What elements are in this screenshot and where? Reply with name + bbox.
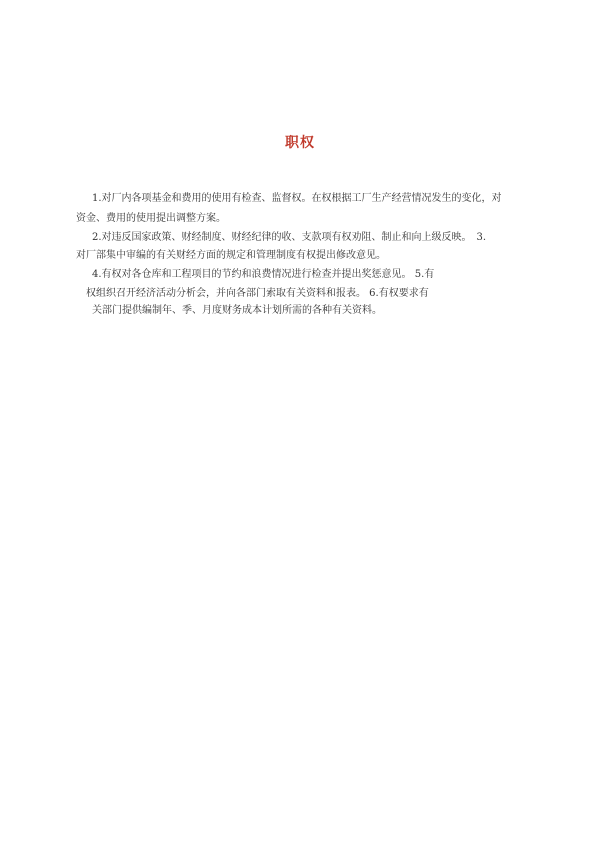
paragraph-line: 1.对厂内各项基金和费用的使用有检查、监督权。在权根据工厂生产经营情况发生的变化，对: [92, 193, 502, 204]
paragraph-line: 4.有权对各仓库和工程项目的节约和浪费情况进行检查并提出奖惩意见。 5.有: [92, 269, 435, 280]
document-title: 职权: [285, 135, 315, 151]
paragraph-line: 2.对违反国家政策、财经制度、财经纪律的收、支款项有权劝阻、制止和向上级反映。 3.: [92, 232, 487, 243]
paragraph-line: 权组织召开经济活动分析会，并向各部门索取有关资料和报表。 6.有权要求有: [86, 288, 429, 299]
paragraph-line: 对厂部集中审编的有关财经方面的规定和管理制度有权提出修改意见。: [76, 250, 386, 261]
paragraph-line: 关部门提供编制年、季、月度财务成本计划所需的各种有关资料。: [92, 305, 382, 316]
paragraph-line: 资金、费用的使用提出调整方案。: [76, 213, 226, 224]
